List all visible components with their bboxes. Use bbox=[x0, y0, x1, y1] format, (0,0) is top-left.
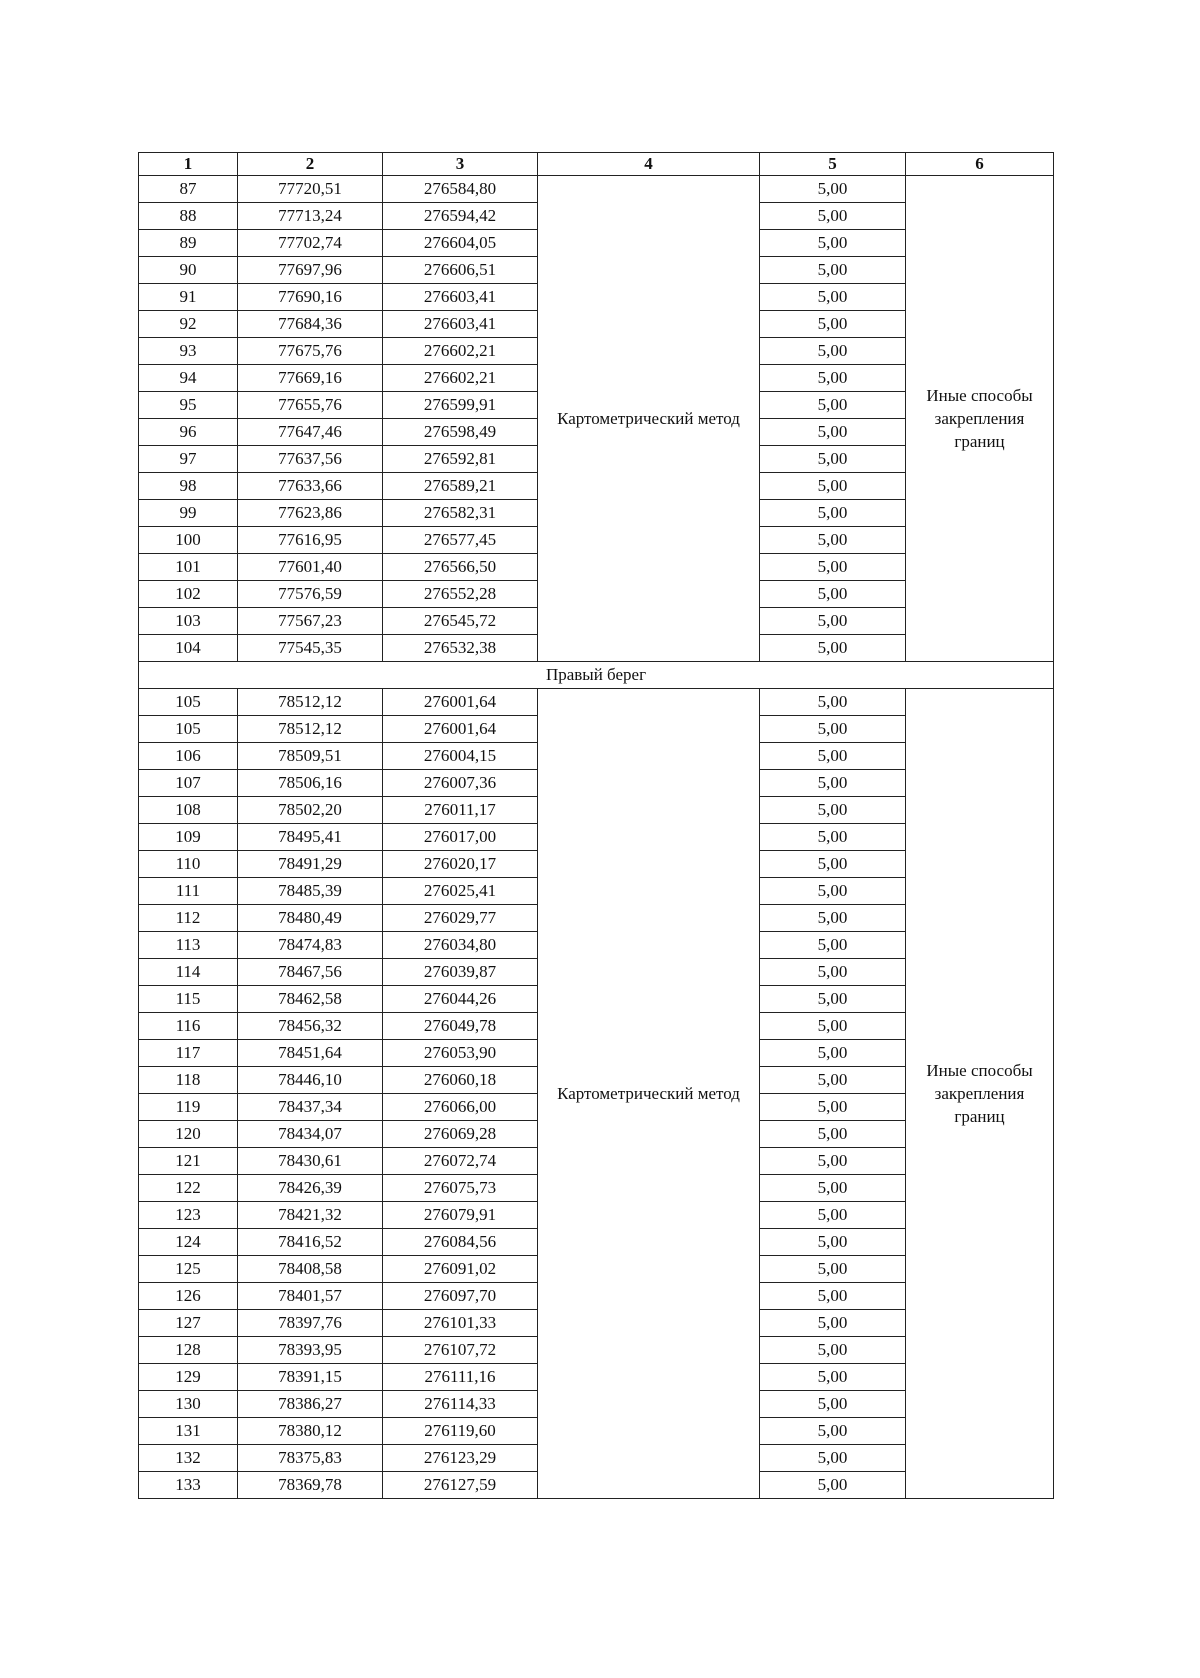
header-col-2: 2 bbox=[238, 153, 383, 176]
y-coordinate-cell: 276594,42 bbox=[383, 203, 538, 230]
y-coordinate-cell: 276091,02 bbox=[383, 1256, 538, 1283]
accuracy-cell: 5,00 bbox=[760, 1202, 906, 1229]
accuracy-cell: 5,00 bbox=[760, 203, 906, 230]
accuracy-cell: 5,00 bbox=[760, 1229, 906, 1256]
accuracy-cell: 5,00 bbox=[760, 419, 906, 446]
accuracy-cell: 5,00 bbox=[760, 446, 906, 473]
x-coordinate-cell: 77601,40 bbox=[238, 554, 383, 581]
x-coordinate-cell: 78416,52 bbox=[238, 1229, 383, 1256]
point-number-cell: 120 bbox=[139, 1121, 238, 1148]
x-coordinate-cell: 77616,95 bbox=[238, 527, 383, 554]
x-coordinate-cell: 77576,59 bbox=[238, 581, 383, 608]
x-coordinate-cell: 77633,66 bbox=[238, 473, 383, 500]
x-coordinate-cell: 77655,76 bbox=[238, 392, 383, 419]
x-coordinate-cell: 78380,12 bbox=[238, 1418, 383, 1445]
point-number-cell: 91 bbox=[139, 284, 238, 311]
accuracy-cell: 5,00 bbox=[760, 311, 906, 338]
accuracy-cell: 5,00 bbox=[760, 689, 906, 716]
x-coordinate-cell: 77637,56 bbox=[238, 446, 383, 473]
y-coordinate-cell: 276107,72 bbox=[383, 1337, 538, 1364]
point-number-cell: 98 bbox=[139, 473, 238, 500]
accuracy-cell: 5,00 bbox=[760, 500, 906, 527]
point-number-cell: 131 bbox=[139, 1418, 238, 1445]
marking-cell: Иные способы закрепления границ bbox=[906, 689, 1054, 1499]
point-number-cell: 95 bbox=[139, 392, 238, 419]
method-cell: Картометрический метод bbox=[538, 176, 760, 662]
accuracy-cell: 5,00 bbox=[760, 716, 906, 743]
accuracy-cell: 5,00 bbox=[760, 554, 906, 581]
accuracy-cell: 5,00 bbox=[760, 1472, 906, 1499]
y-coordinate-cell: 276127,59 bbox=[383, 1472, 538, 1499]
x-coordinate-cell: 78446,10 bbox=[238, 1067, 383, 1094]
point-number-cell: 93 bbox=[139, 338, 238, 365]
x-coordinate-cell: 78391,15 bbox=[238, 1364, 383, 1391]
y-coordinate-cell: 276566,50 bbox=[383, 554, 538, 581]
y-coordinate-cell: 276060,18 bbox=[383, 1067, 538, 1094]
accuracy-cell: 5,00 bbox=[760, 905, 906, 932]
accuracy-cell: 5,00 bbox=[760, 986, 906, 1013]
y-coordinate-cell: 276053,90 bbox=[383, 1040, 538, 1067]
point-number-cell: 89 bbox=[139, 230, 238, 257]
x-coordinate-cell: 78462,58 bbox=[238, 986, 383, 1013]
point-number-cell: 133 bbox=[139, 1472, 238, 1499]
point-number-cell: 97 bbox=[139, 446, 238, 473]
point-number-cell: 123 bbox=[139, 1202, 238, 1229]
y-coordinate-cell: 276552,28 bbox=[383, 581, 538, 608]
accuracy-cell: 5,00 bbox=[760, 1067, 906, 1094]
point-number-cell: 125 bbox=[139, 1256, 238, 1283]
accuracy-cell: 5,00 bbox=[760, 338, 906, 365]
point-number-cell: 117 bbox=[139, 1040, 238, 1067]
y-coordinate-cell: 276577,45 bbox=[383, 527, 538, 554]
table-row bbox=[139, 176, 1054, 203]
point-number-cell: 99 bbox=[139, 500, 238, 527]
accuracy-cell: 5,00 bbox=[760, 284, 906, 311]
accuracy-cell: 5,00 bbox=[760, 1310, 906, 1337]
accuracy-cell: 5,00 bbox=[760, 1337, 906, 1364]
point-number-cell: 109 bbox=[139, 824, 238, 851]
point-number-cell: 103 bbox=[139, 608, 238, 635]
accuracy-cell: 5,00 bbox=[760, 608, 906, 635]
x-coordinate-cell: 78467,56 bbox=[238, 959, 383, 986]
point-number-cell: 116 bbox=[139, 1013, 238, 1040]
accuracy-cell: 5,00 bbox=[760, 1364, 906, 1391]
y-coordinate-cell: 276589,21 bbox=[383, 473, 538, 500]
x-coordinate-cell: 77684,36 bbox=[238, 311, 383, 338]
y-coordinate-cell: 276584,80 bbox=[383, 176, 538, 203]
x-coordinate-cell: 77697,96 bbox=[238, 257, 383, 284]
x-coordinate-cell: 78426,39 bbox=[238, 1175, 383, 1202]
y-coordinate-cell: 276072,74 bbox=[383, 1148, 538, 1175]
marking-cell: Иные способы закрепления границ bbox=[906, 176, 1054, 662]
y-coordinate-cell: 276097,70 bbox=[383, 1283, 538, 1310]
accuracy-cell: 5,00 bbox=[760, 878, 906, 905]
x-coordinate-cell: 78491,29 bbox=[238, 851, 383, 878]
section-row bbox=[139, 662, 1054, 689]
x-coordinate-cell: 78480,49 bbox=[238, 905, 383, 932]
y-coordinate-cell: 276001,64 bbox=[383, 689, 538, 716]
y-coordinate-cell: 276079,91 bbox=[383, 1202, 538, 1229]
y-coordinate-cell: 276114,33 bbox=[383, 1391, 538, 1418]
x-coordinate-cell: 78430,61 bbox=[238, 1148, 383, 1175]
accuracy-cell: 5,00 bbox=[760, 1148, 906, 1175]
accuracy-cell: 5,00 bbox=[760, 1094, 906, 1121]
x-coordinate-cell: 78375,83 bbox=[238, 1445, 383, 1472]
y-coordinate-cell: 276039,87 bbox=[383, 959, 538, 986]
x-coordinate-cell: 78495,41 bbox=[238, 824, 383, 851]
point-number-cell: 122 bbox=[139, 1175, 238, 1202]
header-col-3: 3 bbox=[383, 153, 538, 176]
point-number-cell: 100 bbox=[139, 527, 238, 554]
accuracy-cell: 5,00 bbox=[760, 581, 906, 608]
point-number-cell: 110 bbox=[139, 851, 238, 878]
accuracy-cell: 5,00 bbox=[760, 1391, 906, 1418]
point-number-cell: 105 bbox=[139, 716, 238, 743]
header-col-5: 5 bbox=[760, 153, 906, 176]
accuracy-cell: 5,00 bbox=[760, 1445, 906, 1472]
point-number-cell: 124 bbox=[139, 1229, 238, 1256]
y-coordinate-cell: 276604,05 bbox=[383, 230, 538, 257]
y-coordinate-cell: 276044,26 bbox=[383, 986, 538, 1013]
header-col-1: 1 bbox=[139, 153, 238, 176]
accuracy-cell: 5,00 bbox=[760, 1418, 906, 1445]
point-number-cell: 108 bbox=[139, 797, 238, 824]
point-number-cell: 90 bbox=[139, 257, 238, 284]
table-body bbox=[139, 176, 1054, 1499]
x-coordinate-cell: 78451,64 bbox=[238, 1040, 383, 1067]
point-number-cell: 112 bbox=[139, 905, 238, 932]
point-number-cell: 127 bbox=[139, 1310, 238, 1337]
accuracy-cell: 5,00 bbox=[760, 1175, 906, 1202]
x-coordinate-cell: 78509,51 bbox=[238, 743, 383, 770]
x-coordinate-cell: 77669,16 bbox=[238, 365, 383, 392]
y-coordinate-cell: 276111,16 bbox=[383, 1364, 538, 1391]
x-coordinate-cell: 78512,12 bbox=[238, 716, 383, 743]
accuracy-cell: 5,00 bbox=[760, 851, 906, 878]
y-coordinate-cell: 276001,64 bbox=[383, 716, 538, 743]
accuracy-cell: 5,00 bbox=[760, 635, 906, 662]
y-coordinate-cell: 276069,28 bbox=[383, 1121, 538, 1148]
point-number-cell: 118 bbox=[139, 1067, 238, 1094]
accuracy-cell: 5,00 bbox=[760, 770, 906, 797]
point-number-cell: 115 bbox=[139, 986, 238, 1013]
point-number-cell: 94 bbox=[139, 365, 238, 392]
x-coordinate-cell: 78408,58 bbox=[238, 1256, 383, 1283]
y-coordinate-cell: 276049,78 bbox=[383, 1013, 538, 1040]
header-col-4: 4 bbox=[538, 153, 760, 176]
accuracy-cell: 5,00 bbox=[760, 1283, 906, 1310]
y-coordinate-cell: 276599,91 bbox=[383, 392, 538, 419]
accuracy-cell: 5,00 bbox=[760, 176, 906, 203]
point-number-cell: 126 bbox=[139, 1283, 238, 1310]
x-coordinate-cell: 78485,39 bbox=[238, 878, 383, 905]
y-coordinate-cell: 276592,81 bbox=[383, 446, 538, 473]
x-coordinate-cell: 78502,20 bbox=[238, 797, 383, 824]
x-coordinate-cell: 77647,46 bbox=[238, 419, 383, 446]
y-coordinate-cell: 276532,38 bbox=[383, 635, 538, 662]
accuracy-cell: 5,00 bbox=[760, 1013, 906, 1040]
point-number-cell: 114 bbox=[139, 959, 238, 986]
point-number-cell: 106 bbox=[139, 743, 238, 770]
y-coordinate-cell: 276020,17 bbox=[383, 851, 538, 878]
y-coordinate-cell: 276545,72 bbox=[383, 608, 538, 635]
y-coordinate-cell: 276084,56 bbox=[383, 1229, 538, 1256]
x-coordinate-cell: 77545,35 bbox=[238, 635, 383, 662]
x-coordinate-cell: 78397,76 bbox=[238, 1310, 383, 1337]
y-coordinate-cell: 276011,17 bbox=[383, 797, 538, 824]
y-coordinate-cell: 276603,41 bbox=[383, 311, 538, 338]
point-number-cell: 113 bbox=[139, 932, 238, 959]
point-number-cell: 88 bbox=[139, 203, 238, 230]
point-number-cell: 130 bbox=[139, 1391, 238, 1418]
coordinates-table bbox=[138, 152, 1054, 1499]
accuracy-cell: 5,00 bbox=[760, 392, 906, 419]
point-number-cell: 96 bbox=[139, 419, 238, 446]
x-coordinate-cell: 77713,24 bbox=[238, 203, 383, 230]
x-coordinate-cell: 78434,07 bbox=[238, 1121, 383, 1148]
table-row bbox=[139, 689, 1054, 716]
x-coordinate-cell: 77702,74 bbox=[238, 230, 383, 257]
point-number-cell: 129 bbox=[139, 1364, 238, 1391]
y-coordinate-cell: 276017,00 bbox=[383, 824, 538, 851]
y-coordinate-cell: 276004,15 bbox=[383, 743, 538, 770]
point-number-cell: 111 bbox=[139, 878, 238, 905]
x-coordinate-cell: 78437,34 bbox=[238, 1094, 383, 1121]
x-coordinate-cell: 78474,83 bbox=[238, 932, 383, 959]
point-number-cell: 128 bbox=[139, 1337, 238, 1364]
y-coordinate-cell: 276603,41 bbox=[383, 284, 538, 311]
x-coordinate-cell: 78421,32 bbox=[238, 1202, 383, 1229]
x-coordinate-cell: 78386,27 bbox=[238, 1391, 383, 1418]
method-cell: Картометрический метод bbox=[538, 689, 760, 1499]
accuracy-cell: 5,00 bbox=[760, 365, 906, 392]
x-coordinate-cell: 78512,12 bbox=[238, 689, 383, 716]
x-coordinate-cell: 77567,23 bbox=[238, 608, 383, 635]
point-number-cell: 119 bbox=[139, 1094, 238, 1121]
x-coordinate-cell: 77720,51 bbox=[238, 176, 383, 203]
accuracy-cell: 5,00 bbox=[760, 743, 906, 770]
point-number-cell: 87 bbox=[139, 176, 238, 203]
accuracy-cell: 5,00 bbox=[760, 527, 906, 554]
y-coordinate-cell: 276066,00 bbox=[383, 1094, 538, 1121]
accuracy-cell: 5,00 bbox=[760, 1040, 906, 1067]
point-number-cell: 102 bbox=[139, 581, 238, 608]
point-number-cell: 92 bbox=[139, 311, 238, 338]
section-title: Правый берег bbox=[139, 662, 1054, 689]
accuracy-cell: 5,00 bbox=[760, 932, 906, 959]
point-number-cell: 121 bbox=[139, 1148, 238, 1175]
y-coordinate-cell: 276606,51 bbox=[383, 257, 538, 284]
y-coordinate-cell: 276582,31 bbox=[383, 500, 538, 527]
point-number-cell: 104 bbox=[139, 635, 238, 662]
accuracy-cell: 5,00 bbox=[760, 230, 906, 257]
y-coordinate-cell: 276602,21 bbox=[383, 365, 538, 392]
accuracy-cell: 5,00 bbox=[760, 797, 906, 824]
point-number-cell: 105 bbox=[139, 689, 238, 716]
point-number-cell: 132 bbox=[139, 1445, 238, 1472]
x-coordinate-cell: 77690,16 bbox=[238, 284, 383, 311]
x-coordinate-cell: 78369,78 bbox=[238, 1472, 383, 1499]
y-coordinate-cell: 276101,33 bbox=[383, 1310, 538, 1337]
y-coordinate-cell: 276123,29 bbox=[383, 1445, 538, 1472]
accuracy-cell: 5,00 bbox=[760, 959, 906, 986]
accuracy-cell: 5,00 bbox=[760, 824, 906, 851]
y-coordinate-cell: 276119,60 bbox=[383, 1418, 538, 1445]
y-coordinate-cell: 276007,36 bbox=[383, 770, 538, 797]
accuracy-cell: 5,00 bbox=[760, 1256, 906, 1283]
y-coordinate-cell: 276075,73 bbox=[383, 1175, 538, 1202]
x-coordinate-cell: 77675,76 bbox=[238, 338, 383, 365]
y-coordinate-cell: 276025,41 bbox=[383, 878, 538, 905]
point-number-cell: 107 bbox=[139, 770, 238, 797]
accuracy-cell: 5,00 bbox=[760, 473, 906, 500]
y-coordinate-cell: 276029,77 bbox=[383, 905, 538, 932]
accuracy-cell: 5,00 bbox=[760, 257, 906, 284]
y-coordinate-cell: 276034,80 bbox=[383, 932, 538, 959]
x-coordinate-cell: 77623,86 bbox=[238, 500, 383, 527]
x-coordinate-cell: 78456,32 bbox=[238, 1013, 383, 1040]
accuracy-cell: 5,00 bbox=[760, 1121, 906, 1148]
y-coordinate-cell: 276598,49 bbox=[383, 419, 538, 446]
header-row bbox=[139, 153, 1054, 176]
x-coordinate-cell: 78393,95 bbox=[238, 1337, 383, 1364]
header-col-6: 6 bbox=[906, 153, 1054, 176]
x-coordinate-cell: 78506,16 bbox=[238, 770, 383, 797]
point-number-cell: 101 bbox=[139, 554, 238, 581]
y-coordinate-cell: 276602,21 bbox=[383, 338, 538, 365]
x-coordinate-cell: 78401,57 bbox=[238, 1283, 383, 1310]
